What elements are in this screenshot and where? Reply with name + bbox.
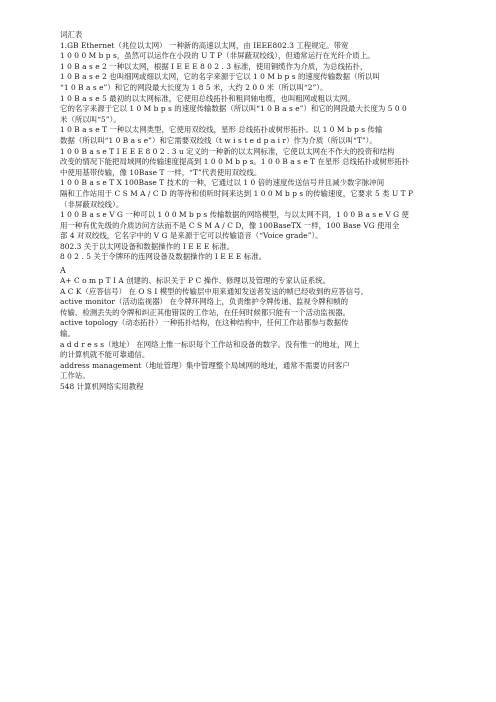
text-line: 1 0 B a s e T 一种以太网类型，它使用双绞线，星形 总线拓扑或树形拓扑。以 1 0 M b p s 传输 <box>60 125 383 135</box>
text-line: A+ C o m p T I A 创建的、标识关于 P C 操作、修理以及管理的专家认证系统。 <box>60 276 331 286</box>
text-line: 部 4 对双绞线，它名字中的 V G 是来源于它可以传输语音（“Voice grade”）。 <box>60 231 323 241</box>
text-line: 1.GB Ethernet（兆位以太网） 一种新的高速以太网，由 IEEE802.3 工程规定。带宽 <box>60 40 349 50</box>
glossary-title: 词汇表 <box>60 30 83 39</box>
text-line: “1 0 B a s e”）和它的网段最大长度为 1 8 5 米，大约 2 0 0 米（所以叫“2”）。 <box>60 82 328 92</box>
text-line: A C K（应答信号） 在 O S I 模型的传输层中用来通知发送者发送的帧已经收到的应答信号。 <box>60 286 369 296</box>
text-line: 隔和工作站用于 C S M A / C D 的等待和侦听时间来达到 1 0 0 M b p s 的传输速度，它要求 5 类 U T P <box>60 188 414 198</box>
text-line: 802.3 关于以太网设备和数据操作的 I E E E 标准。 <box>60 241 235 251</box>
text-line: active monitor（活动监视器） 在令牌环网络上，负责维护令牌传递、监视令牌和帧的 <box>60 297 349 307</box>
page-footer: 548 计算机网络实用教程 <box>60 382 144 391</box>
text-line: 1 0 0 B a s e T X 100Base T 技术的一种，它通过以 1 0 倍的速度传送信号并且减少数字脉冲间 <box>60 178 385 188</box>
text-line: 它的名字来源于它以 1 0 M b p s 的速度传输数据（所以叫“1 0 B a s e”）和它的网段最大长度为 5 0 0 <box>60 104 407 114</box>
text-line: 用一种有优先级的介质访问方法而不是 C S M A / C D，像 100BaseTX 一样，100 Base VG 使用全 <box>60 220 400 230</box>
text-line: 输。 <box>60 329 75 339</box>
text-line: 1 0 B a s e 2 一种以太网，根据 I E E E 8 0 2 . 3 标准，使用铜缆作为介质，为总线拓扑， <box>60 61 368 71</box>
text-line: a d d r e s s（地址） 在网络上惟一标识每个工作站和设备的数字。没有惟一的地址，网上 <box>60 339 360 349</box>
text-line: 米（所以叫“5”）。 <box>60 114 121 124</box>
text-line: 传输、检测丢失的令牌和纠正其他错误的工作站，在任何时候都只能有一个活动监视器。 <box>60 307 351 317</box>
section-letter-a: A <box>60 266 66 276</box>
text-line: 的计算机就不能可靠通信。 <box>60 350 150 360</box>
text-line: 中使用基带传输，像 10Base T 一样，“T”代表使用双绞线。 <box>60 167 262 177</box>
text-line: 1 0 0 B a s e T I E E E 8 0 2 . 3 u 定义的一种新的以太网标准，它使以太网在不作大的投资和结构 <box>60 146 395 156</box>
text-line: （非屏蔽双绞线）。 <box>60 199 124 209</box>
text-line: 1 0 B a s e 2 也叫细网或细以太网，它的名字来源于它以 1 0 M b p s 的速度传输数据（所以叫 <box>60 72 380 82</box>
text-line: 1 0 B a s e 5 最初的以太网标准，它使用总线拓扑和粗同轴电缆，也叫粗网或粗以太网。 <box>60 93 355 103</box>
text-line: address management（地址管理）集中管理整个局域网的地址，通常不需要访问客户 <box>60 360 350 370</box>
text-line: active topology（动态拓扑）一种拓扑结构，在这种结构中，任何工作站都参与数据传 <box>60 318 349 328</box>
text-line: 1 0 0 B a s e V G 一种可以 1 0 0 M b p s 传输数据的网络模型，与以太网不同，1 0 0 B a s e V G 使 <box>60 210 409 220</box>
text-line: 改变的情况下能把局域网的传输速度提高到 1 0 0 M b p s。1 0 0 B a s e T 在星形 总线拓扑或树形拓扑 <box>60 157 410 167</box>
text-line: 工作站。 <box>60 371 90 381</box>
text-line: 数据（所以叫“1 0 B a s e”）和它需要双绞线（t w i s t e d p a i r）作为介质（所以叫“T”）。 <box>60 135 377 145</box>
text-line: 8 0 2 . 5 关于令牌环的连网设备及数据操作的 I E E E 标准。 <box>60 252 267 262</box>
text-line: 1 0 0 0 M b p s，虽然可以运作在小段的 U T P（非屏蔽双绞线），但通常运行在光纤介质上。 <box>60 51 375 61</box>
